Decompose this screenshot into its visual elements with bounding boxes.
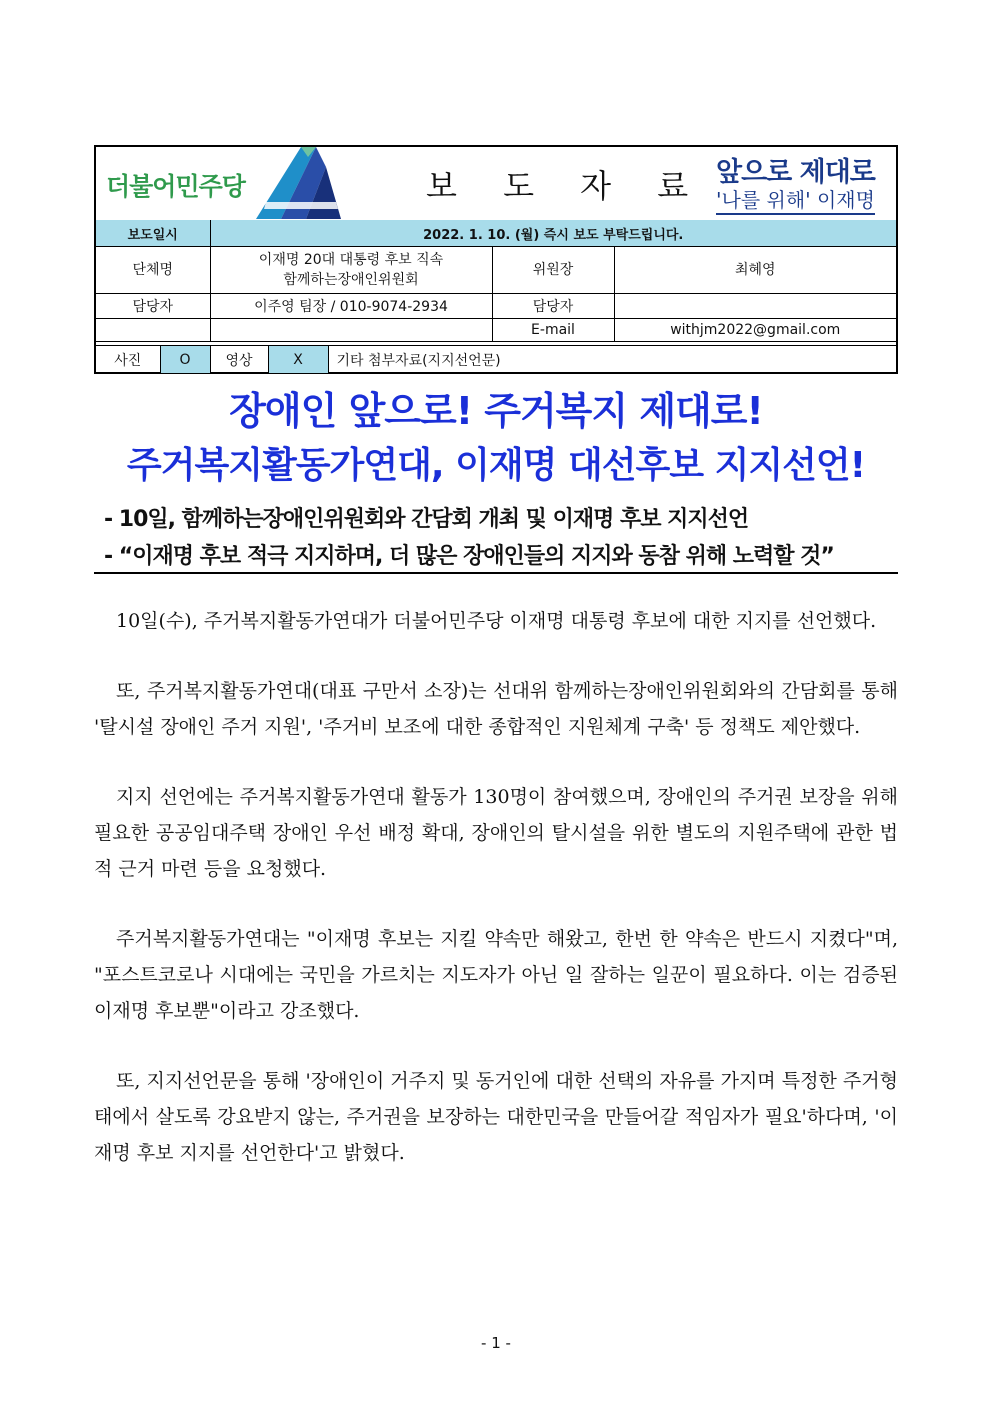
video-value: X [268, 346, 328, 374]
contact2-label: 담당자 [492, 294, 614, 319]
subhead-2: - “이재명 후보 적극 지지하며, 더 많은 장애인들의 지지와 동참 위해 노력할 것” [104, 544, 834, 569]
media-table [96, 345, 896, 373]
attachment-label: 기타 첨부자료(지지선언문) [328, 346, 896, 374]
paragraph: 또, 지지선언문을 통해 '장애인이 거주지 및 동거인에 대한 선택의 자유를 가지며 특정한 주거형태에서 살도록 강요받지 않는, 주거권을 보장하는 대한민국을 만들어갈 적임자가 필요'하다며, '이재명 후보 지지를 선언한다'고 밝혔다. [94, 1070, 898, 1164]
page-number: - 1 - [481, 1334, 511, 1352]
slogan-main: 앞으로 제대로 [716, 157, 875, 188]
release-date-label: 보도일시 [96, 220, 210, 247]
paragraph: 주거복지활동가연대는 "이재명 후보는 지킬 약속만 해왔고, 한번 한 약속은 반드시 지켰다"며, "포스트코로나 시대에는 국민을 가르치는 지도자가 아닌 일 잘하는 일꾼이 필요하다. 이는 검증된 이재명 후보뿐"이라고 강조했다. [94, 928, 898, 1022]
subhead-1: - 10일, 함께하는장애인위원회와 간담회 개최 및 이재명 후보 지지선언 [104, 507, 749, 532]
video-label: 영상 [210, 346, 268, 374]
headline-line2: 주거복지활동가연대, 이재명 대선후보 지지선언! [126, 445, 866, 486]
paragraph: 지지 선언에는 주거복지활동가연대 활동가 130명이 참여했으며, 장애인의 주거권 보장을 위해 필요한 공공임대주택 장애인 우선 배정 확대, 장애인의 탈시설을 위한 별도의 지원주택에 관한 법적 근거 마련 등을 요청했다. [94, 786, 898, 880]
chair-value: 최혜영 [614, 247, 896, 294]
party-logo-icon [246, 147, 346, 219]
paragraph: 또, 주거복지활동가연대(대표 구만서 소장)는 선대위 함께하는장애인위원회와의 간담회를 통해 '탈시설 장애인 주거 지원', '주거비 보조에 대한 종합적인 지원체계 구축' 등 정책도 제안했다. [94, 680, 898, 738]
divider [94, 572, 898, 574]
contact-value: 이주영 팀장 / 010-9074-2934 [210, 294, 492, 319]
org-value-line1: 이재명 20대 대통령 후보 직속 [258, 252, 444, 268]
contact2-value [614, 294, 896, 319]
release-date-value: 2022. 1. 10. (월) 즉시 보도 부탁드립니다. [210, 220, 896, 247]
info-table [96, 220, 896, 342]
article-body [94, 603, 898, 1205]
paragraph: 10일(수), 주거복지활동가연대가 더불어민주당 이재명 대통령 후보에 대한 지지를 선언했다. [116, 610, 877, 632]
slogan-sub: '나를 위해' 이재명 [716, 184, 875, 215]
photo-value: O [160, 346, 210, 374]
header-banner [96, 147, 896, 221]
headline-line1: 장애인 앞으로! 주거복지 제대로! [229, 389, 763, 433]
org-value [210, 247, 492, 294]
contact-label: 담당자 [96, 294, 210, 319]
org-label: 단체명 [96, 247, 210, 294]
party-logo-text: 더불어민주당 [106, 172, 245, 201]
press-release-header [94, 145, 898, 374]
empty-cell [96, 319, 210, 342]
empty-cell [210, 319, 492, 342]
document-type-title: 보 도 자 료 [426, 167, 707, 205]
photo-label: 사진 [96, 346, 160, 374]
org-value-line2: 함께하는장애인위원회 [283, 272, 419, 288]
email-value: withjm2022@gmail.com [614, 319, 896, 342]
email-label: E-mail [492, 319, 614, 342]
chair-label: 위원장 [492, 247, 614, 294]
